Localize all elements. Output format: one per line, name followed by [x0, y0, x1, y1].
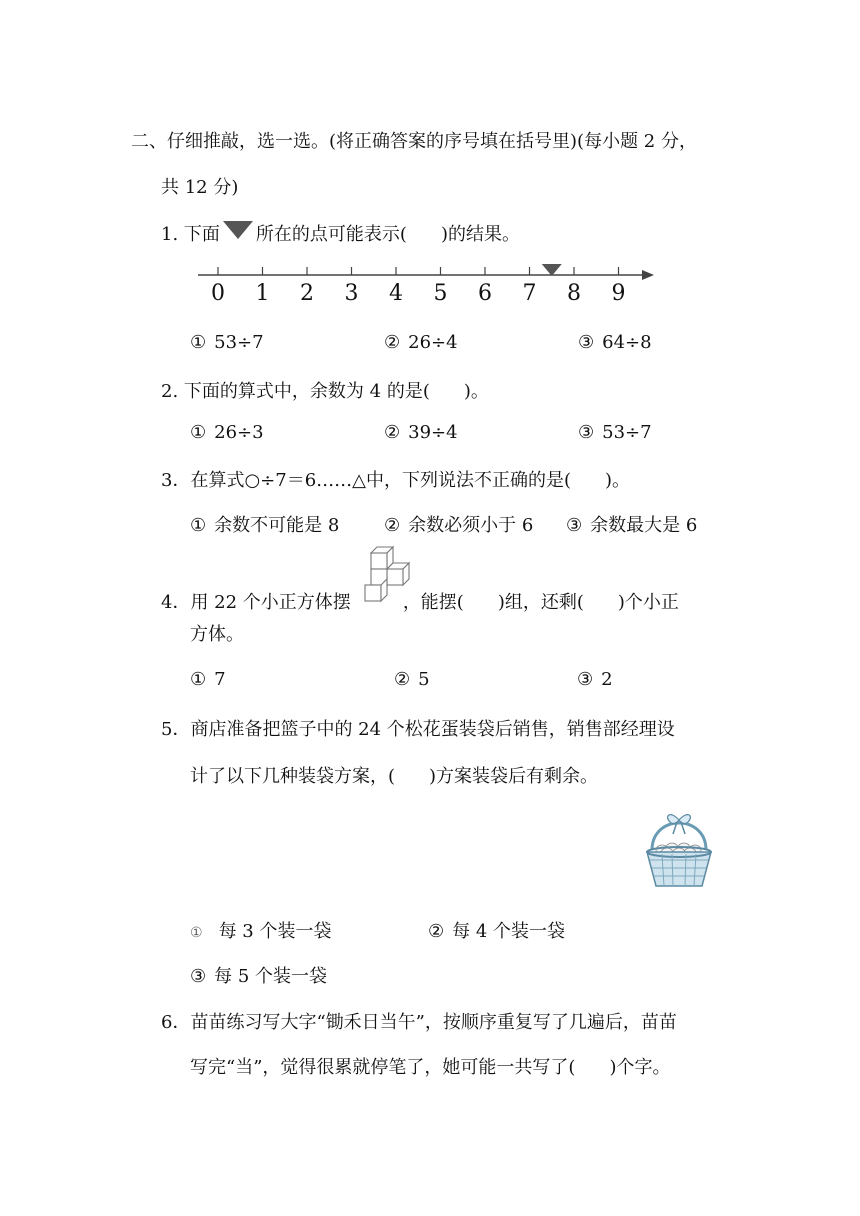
section-heading-line2: 共 12 分) [161, 177, 239, 198]
question-text: )的结果。 [440, 224, 520, 245]
question-text: )个字。 [609, 1057, 671, 1078]
question-4 [161, 588, 679, 614]
option-number: ③ [578, 422, 595, 443]
number-line-tick-label: 0 [211, 281, 225, 305]
q5-option-2[interactable] [428, 917, 565, 943]
q4-option-3[interactable] [577, 669, 613, 690]
question-6 [161, 1008, 677, 1034]
question-text: 苗苗练习写大字“锄禾日当午”，按顺序重复写了几遍后，苗苗 [190, 1012, 677, 1033]
number-line [190, 255, 670, 305]
q2-option-1[interactable] [190, 422, 264, 443]
option-number: ③ [577, 669, 594, 690]
option-text: 7 [214, 669, 226, 690]
q1-option-2[interactable] [384, 332, 458, 353]
option-number: ② [384, 332, 401, 353]
question-1 [161, 220, 520, 246]
option-text: 53÷7 [602, 422, 652, 443]
question-4-line2: 方体。 [190, 624, 244, 645]
option-number: ② [394, 669, 411, 690]
q1-option-3[interactable] [578, 332, 652, 353]
number-line-tick-label: 3 [344, 281, 359, 305]
option-text: 余数不可能是 8 [214, 515, 340, 536]
question-6-line2 [190, 1053, 670, 1079]
option-number: ① [190, 332, 207, 353]
question-number: 4． [161, 592, 191, 613]
question-number: 6． [161, 1012, 191, 1033]
option-number: ③ [566, 515, 583, 536]
option-text: 26÷4 [408, 332, 458, 353]
question-5-line2 [190, 762, 598, 788]
question-text: ，能摆( [402, 592, 464, 613]
question-text: )。 [605, 470, 631, 491]
q3-option-2[interactable] [384, 511, 533, 537]
option-number: ② [428, 921, 445, 942]
question-text: )组，还剩( [497, 592, 584, 613]
option-text: 39÷4 [408, 422, 458, 443]
question-number: 3． [161, 470, 191, 491]
question-text: 计了以下几种装袋方案，( [190, 766, 396, 787]
question-text: 下面的算式中，余数为 4 的是( [183, 381, 430, 402]
question-text: )。 [463, 381, 489, 402]
option-text: 余数最大是 6 [590, 515, 698, 536]
question-3 [161, 466, 630, 492]
number-line-tick-label: 5 [433, 281, 448, 305]
q5-option-3[interactable] [190, 962, 327, 988]
q1-option-1[interactable] [190, 332, 264, 353]
option-number: ② [384, 422, 401, 443]
triangle-marker-icon [223, 221, 253, 239]
option-number: ① [190, 515, 207, 536]
q2-option-2[interactable] [384, 422, 458, 443]
egg-basket-icon [640, 806, 720, 890]
number-line-tick-label: 4 [389, 281, 403, 305]
question-text: 写完“当”，觉得很累就停笔了，她可能一共写了( [190, 1057, 576, 1078]
question-text: )方案装袋后有剩余。 [429, 766, 599, 787]
question-text: 用 22 个小正方体摆 [190, 592, 351, 613]
option-text: 64÷8 [602, 332, 652, 353]
q3-option-1[interactable] [190, 511, 339, 537]
option-number: ③ [578, 332, 595, 353]
option-text: 53÷7 [214, 332, 264, 353]
question-text: 商店准备把篮子中的 24 个松花蛋装袋后销售，销售部经理设 [190, 719, 675, 740]
number-line-tick-label: 9 [611, 281, 626, 305]
axis-arrow-icon [642, 270, 654, 280]
option-text: 每 3 个装一袋 [218, 921, 332, 942]
section-heading-line1: 二、仔细推敲，选一选。(将正确答案的序号填在括号里)(每小题 2 分， [131, 131, 697, 152]
q5-option-1[interactable] [190, 917, 331, 943]
option-text: 余数必须小于 6 [408, 515, 534, 536]
number-line-tick-label: 7 [522, 281, 537, 305]
option-number: ① [190, 925, 203, 941]
question-text: )个小正 [617, 592, 679, 613]
question-number: 1. [161, 224, 179, 245]
option-number: ① [190, 669, 207, 690]
question-text: 下面 [183, 224, 220, 245]
option-text: 每 5 个装一袋 [214, 966, 328, 987]
question-text: 在算式○÷7＝6……△中，下列说法不正确的是( [190, 470, 572, 491]
number-line-tick-label: 6 [478, 281, 492, 305]
question-5 [161, 715, 675, 741]
q4-option-2[interactable] [394, 669, 430, 690]
q3-option-3[interactable] [566, 511, 697, 537]
option-text: 26÷3 [214, 422, 264, 443]
question-number: 2. [161, 381, 179, 402]
option-text: 5 [418, 669, 430, 690]
question-number: 5． [161, 719, 191, 740]
option-text: 每 4 个装一袋 [452, 921, 566, 942]
question-text: 所在的点可能表示( [255, 224, 407, 245]
option-number: ② [384, 515, 401, 536]
q4-option-1[interactable] [190, 669, 226, 690]
option-number: ① [190, 422, 207, 443]
option-text: 2 [601, 669, 613, 690]
number-line-tick-label: 8 [567, 281, 581, 305]
q2-option-3[interactable] [578, 422, 652, 443]
number-line-marker [542, 264, 562, 276]
option-number: ③ [190, 966, 207, 987]
number-line-tick-label: 1 [255, 281, 270, 305]
number-line-tick-label: 2 [300, 281, 314, 305]
question-2 [161, 377, 489, 403]
